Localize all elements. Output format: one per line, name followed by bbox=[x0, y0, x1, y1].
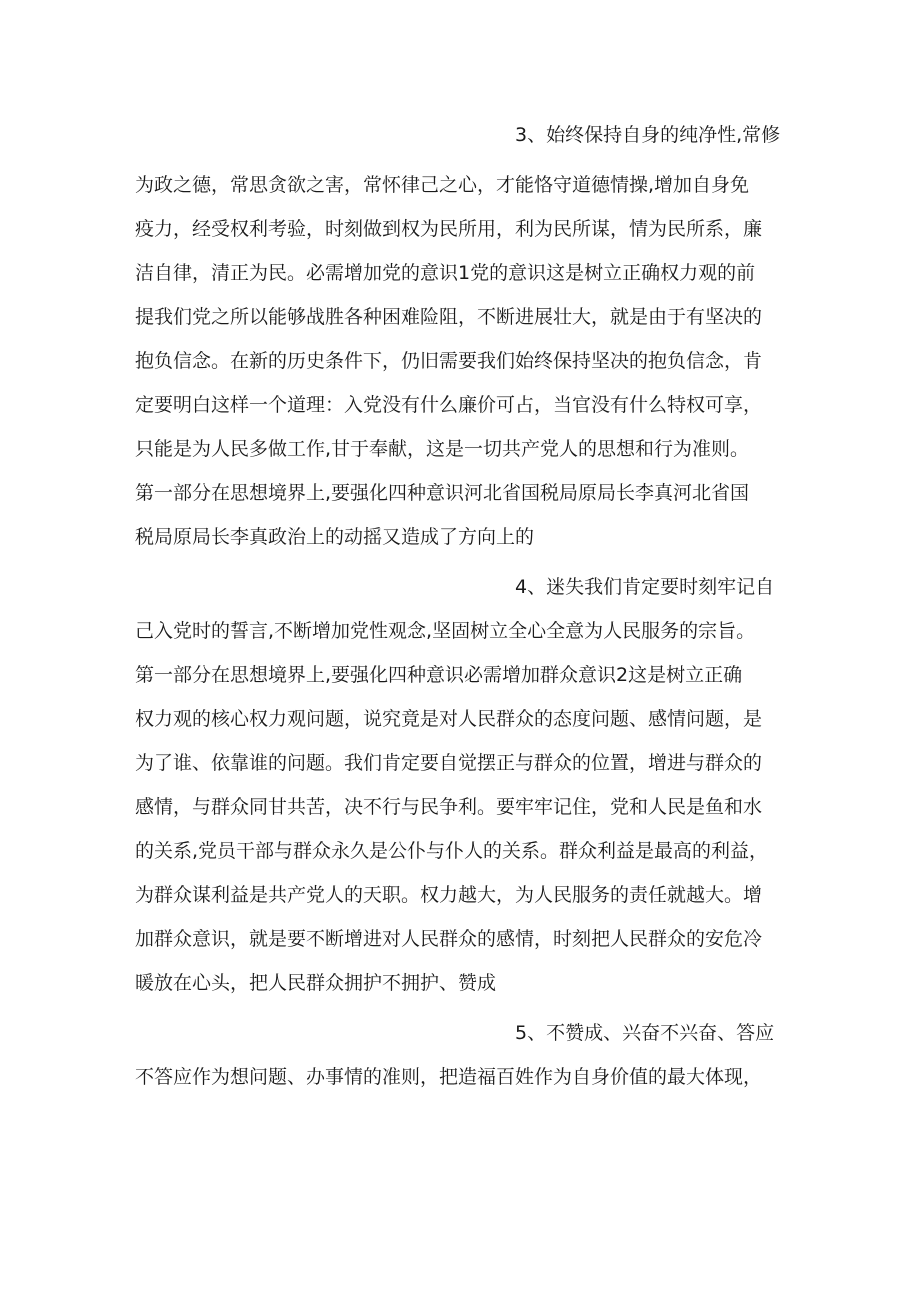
text-line: 只能是为人民多做工作,甘于奉献，这是一切共产党人的思想和行为准则。 bbox=[135, 438, 750, 460]
text-line: 加群众意识，就是要不断增进对人民群众的感情，时刻把人民群众的安危冷 bbox=[135, 928, 763, 950]
text-line: 定要明白这样一个道理：入党没有什么廉价可占，当官没有什么特权可享， bbox=[135, 394, 763, 416]
text-line: 感情，与群众同甘共苦，决不行与民争利。要牢牢记住，党和人民是鱼和水 bbox=[135, 796, 763, 818]
text-line: 暖放在心头，把人民群众拥护不拥护、赞成 bbox=[135, 972, 497, 994]
text-line: 的关系,党员干部与群众永久是公仆与仆人的关系。群众利益是最高的利益， bbox=[135, 840, 769, 862]
text-line: 3、始终保持自身的纯净性,常修 bbox=[515, 124, 781, 146]
text-line: 为群众谋利益是共产党人的天职。权力越大，为人民服务的责任就越大。增 bbox=[135, 884, 763, 906]
text-line: 第一部分在思想境界上,要强化四种意识必需增加群众意识2这是树立正确 bbox=[135, 664, 743, 686]
text-line: 权力观的核心权力观问题，说究竟是对人民群众的态度问题、感情问题，是 bbox=[135, 708, 763, 730]
text-line: 疫力，经受权利考验，时刻做到权为民所用，利为民所谋，情为民所系，廉 bbox=[135, 218, 763, 240]
text-line: 己入党时的誓言,不断增加党性观念,坚固树立全心全意为人民服务的宗旨。 bbox=[135, 620, 756, 642]
text-line: 提我们党之所以能够战胜各种困难险阻，不断进展壮大，就是由于有坚决的 bbox=[135, 306, 763, 328]
text-line: 5、不赞成、兴奋不兴奋、答应 bbox=[515, 1022, 775, 1044]
text-line: 第一部分在思想境界上,要强化四种意识河北省国税局原局长李真河北省国 bbox=[135, 482, 750, 504]
text-line: 不答应作为想问题、办事情的准则，把造福百姓作为自身价值的最大体现， bbox=[135, 1066, 763, 1088]
text-line: 为政之德，常思贪欲之害，常怀律己之心，才能恪守道德情操,增加自身免 bbox=[135, 174, 750, 196]
text-line: 为了谁、依靠谁的问题。我们肯定要自觉摆正与群众的位置，增进与群众的 bbox=[135, 752, 763, 774]
text-line: 税局原局长李真政治上的动摇又造成了方向上的 bbox=[135, 526, 535, 548]
text-line: 洁自律，清正为民。必需增加党的意识1党的意识这是树立正确权力观的前 bbox=[135, 262, 756, 284]
text-line: 4、迷失我们肯定要时刻牢记自 bbox=[515, 576, 775, 598]
text-line: 抱负信念。在新的历史条件下，仍旧需要我们始终保持坚决的抱负信念，肯 bbox=[135, 350, 763, 372]
